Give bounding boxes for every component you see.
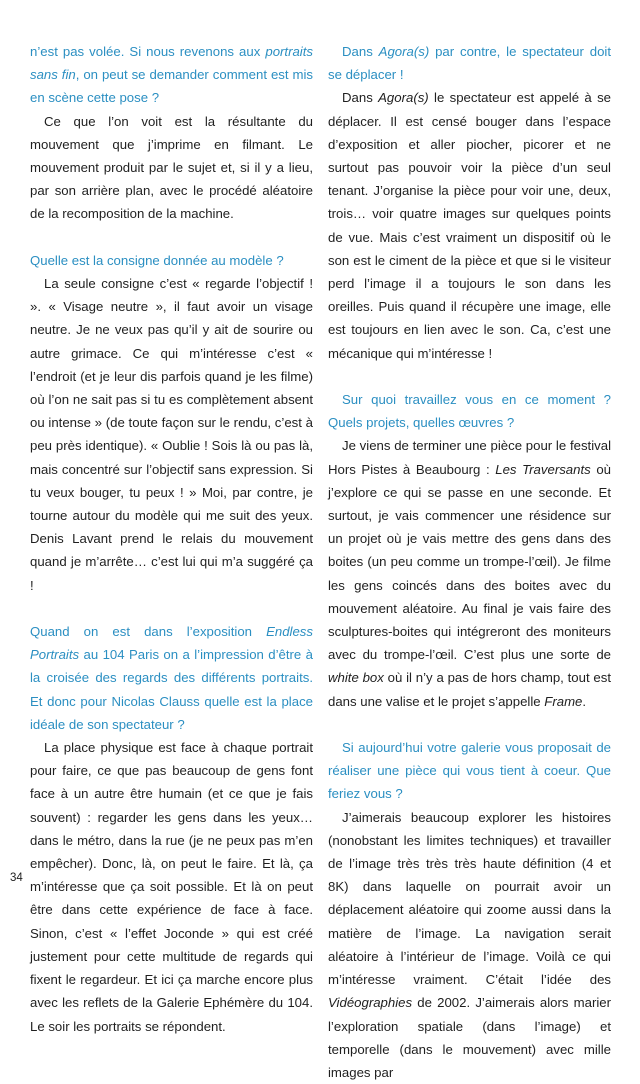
answer-paragraph-2: La seule consigne c’est « regarde l’objectif ! ». « Visage neutre », il faut avoir un visage neutre. Je ne veux pas qu’il y ait de sourire ou autre grimace. Ce qui m’intéresse c’est « l’endroit (et je leur dis parfois quand je les filme) où l’on ne sait pas si tu es complètement absent ou intense » (de toute façon sur le rendu, c’est à peu près identique). « Oublie ! Sois là ou pas là, mais concentré sur l’objectif sans expression. Si tu veux bouger, tu peux ! » Moi, par contre, je tourne autour du modèle qui me suit des yeux. Denis Lavant prend le relais du mouvement quand je m’arrête… c’est lui qui m’a suggéré ça ! xyxy=(30,276,313,593)
question-2: Quelle est la consigne donnée au modèle ? xyxy=(30,252,284,268)
answer-paragraph-4: Dans Agora(s) le spectateur est appelé à se déplacer. Il est censé bouger dans l’espace d’exposition et aller piocher, picorer et ne surtout pas pouvoir voir la pièce d’un seul tenant. J’organise la pièce pour voir une, deux, trois… voir quatre images sur quelques points de vue. Mais c’est vraiment un dispositif où le son est le ciment de la pièce et que si le visiteur perd l’image il a toujours le son dans les oreilles. Puis quand il récupère une image, elle est toujours en lien avec le son. Ca, c’est une mécanique qui m’intéresse ! xyxy=(328,90,612,361)
question-4: Dans Agora(s) par contre, le spectateur doit se déplacer ! xyxy=(328,44,611,83)
answer-paragraph-1: Ce que l’on voit est la résultante du mouvement que j’imprime en filmant. Le mouvement produit par le sujet et, si il y a lieu, par son arrière plan, avec le procédé aléatoire de la recomposition de la machine. xyxy=(30,113,313,222)
answer-paragraph-6: J’aimerais beaucoup explorer les histoires (nonobstant les limites techniques) et travailler de l’image très très très haute définition (4 et 8K) dans laquelle on pourrait avoir un déplacement aléatoire qui zoome aussi dans la matière de l’image. La navigation serait aléatoire à l’intérieur de l’image. Voilà ce qui m’intéresse vraiment. C’était l’idée des Vidéographies de 2002. J’aimerais alors marier l’exploration spatiale (dans l’image) et temporelle (dans le mouvement) avec mille images par xyxy=(328,809,611,1080)
question-intro: n’est pas volée. Si nous revenons aux portraits sans fin, on peut se demander comment est mis en scène cette pose ? xyxy=(30,44,313,106)
right-column xyxy=(328,40,611,1084)
question-5: Sur quoi travaillez vous en ce moment ? Quels projets, quelles œuvres ? xyxy=(328,392,611,431)
question-6: Si aujourd’hui votre galerie vous proposait de réaliser une pièce qui vous tient à coeur. Que feriez vous ? xyxy=(328,740,611,802)
answer-paragraph-3: La place physique est face à chaque portrait pour faire, ce que pas beaucoup de gens font face à un autre être humain (et ce que je fais souvent) : regarder les gens dans les yeux… dans le métro, dans la rue (je ne peux pas m’en empêcher). Donc, là, on peut le faire. Et là, ça m’intéresse que ça soit possible. Et là on peut être dans cette expérience de face à face. Sinon, c’est « l’effet Joconde » qui est créé justement pour cette multitude de regards qui fixent le regardeur. Et ici ça marche encore plus avec les reflets de la Galerie Ephémère du 104. Le soir les portraits se répondent. xyxy=(30,740,313,1034)
left-column xyxy=(30,40,313,1038)
answer-paragraph-5: Je viens de terminer une pièce pour le festival Hors Pistes à Beaubourg : Les Traversants où j’explore ce qui se passe en une seconde. Et surtout, je vais commencer une résidence sur un projet où je vais mettre des gens dans des boites (un peu comme un trompe-l’œil). Je filme les gens coincés dans des boites avec du mouvement aléatoire. Au final je vais faire des sculptures-boites qui intégreront des moniteurs avec du trompe-l’œil. C’est plus une sorte de white box où il n’y a pas de hors champ, tout est dans une valise et le projet s’appelle Frame. xyxy=(328,438,612,709)
question-3: Quand on est dans l’exposition Endless Portraits au 104 Paris on a l’impression d’être à la croisée des regards des différents portraits. Et donc pour Nicolas Clauss quelle est la place idéale de son spectateur ? xyxy=(30,624,313,732)
page-number: 34 xyxy=(10,872,23,884)
